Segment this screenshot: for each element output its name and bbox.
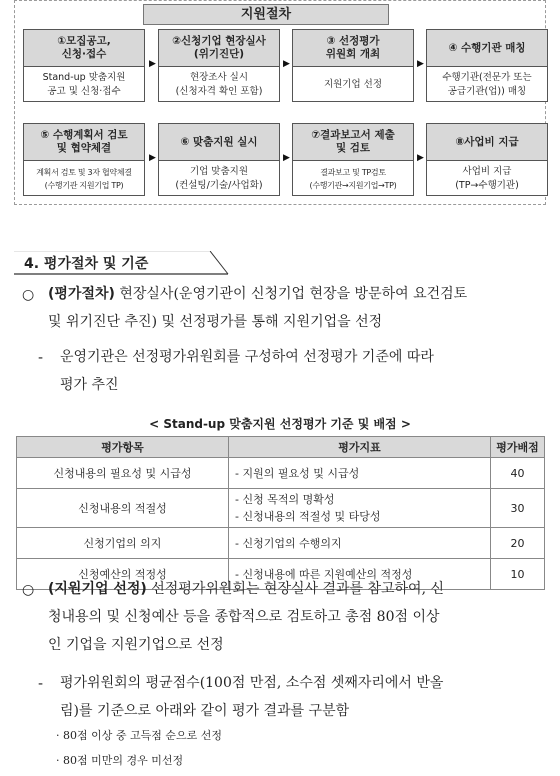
bullet-dash: - (38, 676, 44, 692)
step-4-desc: 수행기관(전문가 또는 공급기관(업)) 매칭 (442, 72, 532, 97)
cell-indicator (229, 458, 491, 489)
step-1-title: ①모집공고, 신청·접수 (24, 30, 144, 67)
step-7-title: ⑦결과보고서 제출 및 검토 (293, 124, 413, 161)
cell-item: 신청내용의 필요성 및 시급성 (17, 458, 229, 489)
header-indicator: 평가지표 (229, 437, 491, 458)
step-1-desc: Stand-up 맞춤지원 공고 및 신청·접수 (42, 72, 126, 97)
bullet-dash: - (38, 350, 44, 366)
paragraph-eval-procedure (48, 280, 548, 336)
step-8 (426, 123, 548, 196)
cell-score: 20 (491, 528, 545, 559)
list-item: · 80점 이상 중 고득점 순으로 선정 (56, 729, 222, 742)
indicator-line: - 신청기업의 수행의지 (235, 536, 342, 550)
table-header-row (17, 437, 545, 458)
step-3-title: ③ 선정평가 위원회 개최 (293, 30, 413, 67)
table-row (17, 528, 545, 559)
arrow-icon: ▶ (283, 153, 290, 163)
indicator-line: - 신청내용의 적절성 및 타당성 (235, 510, 381, 523)
label-selection: (지원기업 선정) (48, 581, 147, 597)
cell-indicator (229, 489, 491, 528)
table-row (17, 458, 545, 489)
p4-line1: 평가위원회의 평균점수(100점 만점, 소수점 셋째자리에서 반올 (60, 675, 444, 691)
list-item: · 80점 미만의 경우 미선정 (56, 754, 184, 767)
p3-line1: 선정평가위원회는 현장실사 결과를 참고하여, 신 (146, 581, 445, 597)
p4-line2: 림)를 기준으로 아래와 같이 평가 결과를 구분함 (60, 703, 350, 719)
arrow-icon: ▶ (417, 153, 424, 163)
arrow-icon: ▶ (283, 59, 290, 69)
paragraph-average-score (60, 669, 548, 725)
p3-line3: 인 기업을 지원기업으로 선정 (48, 637, 224, 653)
p3-line2: 청내용의 및 신청예산 등을 종합적으로 검토하고 총점 80점 이상 (48, 609, 440, 625)
cell-item: 신청예산의 적정성 (17, 559, 229, 590)
arrow-icon: ▶ (149, 153, 156, 163)
criteria-table (16, 436, 545, 590)
p2-line2: 평가 추진 (60, 377, 119, 393)
indicator-line: - 지원의 필요성 및 시급성 (235, 466, 360, 480)
process-title: 지원절차 (143, 4, 389, 25)
label-eval-procedure: (평가절차) (48, 286, 115, 302)
process-diagram (14, 0, 546, 205)
p1-line2: 및 위기진단 추진) 및 선정평가를 통해 지원기업을 선정 (48, 314, 383, 330)
step-2 (158, 29, 280, 102)
p1-line1: 현장실사(운영기관이 신청기업 현장을 방문하여 요건검토 (114, 286, 468, 302)
header-score: 평가배점 (491, 437, 545, 458)
step-2-title: ②신청기업 현장실사 (위기진단) (159, 30, 279, 67)
header-item: 평가항목 (17, 437, 229, 458)
step-3 (292, 29, 414, 102)
step-5 (23, 123, 145, 196)
indicator-line: - 신청내용에 따른 지원예산의 적정성 (235, 567, 413, 581)
step-3-desc: 지원기업 선정 (323, 79, 383, 90)
step-6-desc: 기업 맞춤지원 (컨설팅/기술/사업화) (175, 166, 263, 191)
indicator-line: - 신청 목적의 명확성 (235, 493, 335, 506)
step-1 (23, 29, 145, 102)
cell-score: 30 (491, 489, 545, 528)
step-6 (158, 123, 280, 196)
cell-score: 10 (491, 559, 545, 590)
arrow-icon: ▶ (417, 59, 424, 69)
step-2-desc: 현장조사 실시 (신청자격 확인 포함) (175, 72, 263, 97)
bullet-circle: ○ (22, 582, 35, 598)
arrow-icon: ▶ (149, 59, 156, 69)
bullet-circle: ○ (22, 287, 35, 303)
cell-item: 신청내용의 적절성 (17, 489, 229, 528)
step-7 (292, 123, 414, 196)
section-heading (14, 251, 240, 275)
paragraph-operator (60, 343, 548, 399)
table-row (17, 489, 545, 528)
step-7-desc: 결과보고 및 TP검토 (수행기관→지원기업→TP) (309, 168, 397, 190)
step-5-title: ⑤ 수행계획서 검토 및 협약체결 (24, 124, 144, 161)
step-4-title: ④ 수행기관 매칭 (427, 30, 547, 67)
cell-indicator (229, 528, 491, 559)
step-8-title: ⑧사업비 지급 (427, 124, 547, 161)
p2-line1: 운영기관은 선정평가위원회를 구성하여 선정평가 기준에 따라 (60, 349, 434, 365)
paragraph-selection (48, 575, 548, 659)
step-8-desc: 사업비 지급 (TP→수행기관) (455, 166, 519, 191)
step-6-title: ⑥ 맞춤지원 실시 (159, 124, 279, 161)
cell-item: 신청기업의 의지 (17, 528, 229, 559)
step-4 (426, 29, 548, 102)
table-title: < Stand-up 맞춤지원 선정평가 기준 및 배점 > (149, 417, 411, 431)
step-5-desc: 계획서 검토 및 3자 협약체결 (수행기관 지원기업 TP) (36, 168, 132, 190)
section-title: 4. 평가절차 및 기준 (24, 256, 149, 272)
cell-score: 40 (491, 458, 545, 489)
